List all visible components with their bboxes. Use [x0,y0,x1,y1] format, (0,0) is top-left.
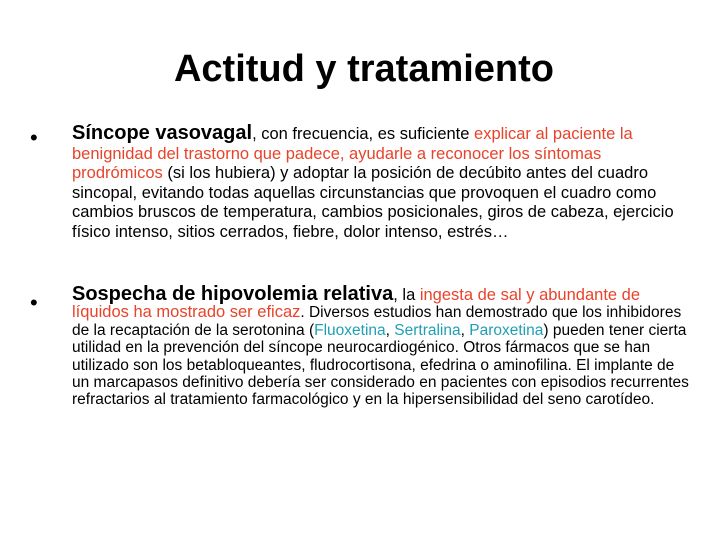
slide-title: Actitud y tratamiento [173,48,555,90]
bullet-text-part: , la [393,286,420,304]
bullet-icon: • [30,290,38,315]
bullet-icon: • [30,125,38,150]
bullet-lead: Sospecha de hipovolemia relativa [72,283,394,305]
drug-name-sertralina: Sertralina [394,321,461,339]
highlight-text: ingesta de sal y abundante de líquidos ha mostrado ser eficaz [72,286,641,322]
bullet-text-part: ) pueden tener cierta utilidad en la prevención del síncope neurocardiogénico. Otros fármacos que se han utilizado son los betabloqueantes, fludrocortisona, efedrina o aminofilina. El implante de un marcapasos definitivo debería ser considerado en pacientes con episodios recurrentes refractarios al tratamiento farmacológico y en la hipersensibilidad del seno carotídeo. [72,321,689,409]
bullet-text [72,124,690,243]
bullet-lead: Síncope vasovagal [72,122,253,144]
drug-name-paroxetina: Paroxetina [469,321,544,339]
separator: , [385,321,395,339]
highlight-text: explicar al paciente la benignidad del trastorno que padece, ayudarle a reconocer los síntomas prodrómicos [72,125,633,183]
bullet-item-sincope-vasovagal [30,124,690,243]
bullet-text-part: . Diversos estudios han demostrado que los inhibidores de la recaptación de la serotonina ( [72,304,682,339]
bullet-text-part: , con frecuencia, es suficiente [252,125,475,143]
separator: , [460,321,470,339]
bullet-text [72,283,690,409]
bullet-text-part: (si los hubiera) y adoptar la posición de decúbito antes del cuadro sincopal, evitando todas aquellas circunstancias que provoquen el cuadro como cambios bruscos de temperatura, cambios posicionales, giros de cabeza, ejercicio físico intenso, sitios cerrados, fiebre, dolor intenso, estrés… [72,164,674,241]
drug-name-fluoxetina: Fluoxetina [314,321,386,339]
bullet-item-hipovolemia [30,283,690,409]
